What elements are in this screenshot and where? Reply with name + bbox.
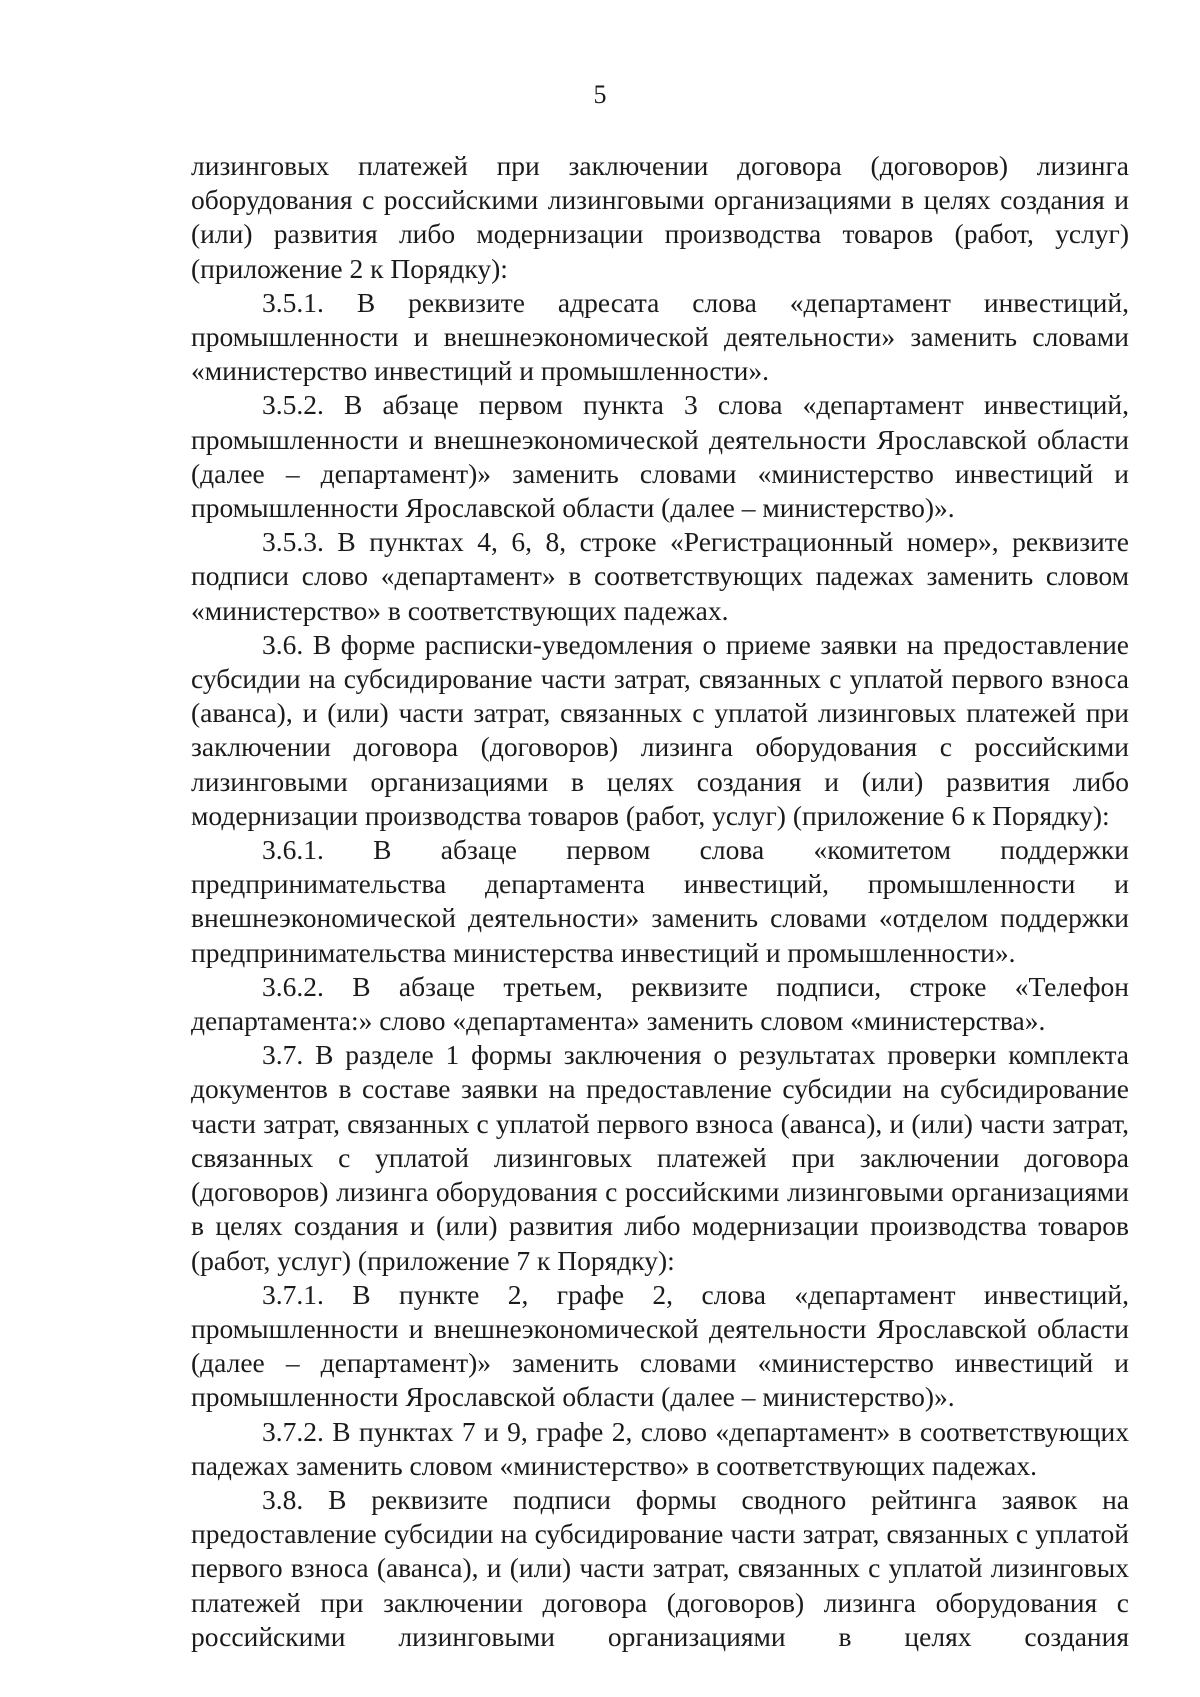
- paragraph-3-6: 3.6. В форме расписки-уведомления о приеме заявки на предоставление субсидии на субсидирование части затрат, связанных с уплатой первого взноса (аванса), и (или) части затрат, связанных с уплатой лизинговых платежей при заключении договора (договоров) лизинга оборудования с российскими лизинговыми организациями в целях создания и (или) развития либо модернизации производства товаров (работ, услуг) (приложение 6 к Порядку):: [191, 628, 1129, 831]
- paragraph-3-6-2: 3.6.2. В абзаце третьем, реквизите подписи, строке «Телефон департамента:» слово «департамента» заменить словом «министерства».: [191, 970, 1129, 1037]
- page-number: 5: [593, 80, 607, 109]
- document-body: [191, 149, 1129, 1654]
- paragraph-3-7: 3.7. В разделе 1 формы заключения о результатах проверки комплекта документов в составе заявки на предоставление субсидии на субсидирование части затрат, связанных с уплатой первого взноса (аванса), и (или) части затрат, связанных с уплатой лизинговых платежей при заключении договора (договоров) лизинга оборудования с российскими лизинговыми организациями в целях создания и (или) развития либо модернизации производства товаров (работ, услуг) (приложение 7 к Порядку):: [191, 1039, 1129, 1276]
- paragraph-3-5-2: 3.5.2. В абзаце первом пункта 3 слова «департамент инвестиций, промышленности и внешнеэкономической деятельности Ярославской области (далее – департамент)» заменить словами «министерство инвестиций и промышленности Ярославской области (далее – министерство)».: [191, 389, 1129, 524]
- paragraph-3-8: 3.8. В реквизите подписи формы сводного рейтинга заявок на предоставление субсидии на субсидирование части затрат, связанных с уплатой первого взноса (аванса), и (или) части затрат, связанных с уплатой лизинговых платежей при заключении договора (договоров) лизинга оборудования с российскими лизинговыми организациями в целях создания: [191, 1483, 1129, 1652]
- paragraph-3-6-1: 3.6.1. В абзаце первом слова «комитетом поддержки предпринимательства департамента инвестиций, промышленности и внешнеэкономической деятельности» заменить словами «отделом поддержки предпринимательства министерства инвестиций и промышленности».: [191, 834, 1129, 968]
- paragraph-continuation: лизинговых платежей при заключении договора (договоров) лизинга оборудования с российскими лизинговыми организациями в целях создания и (или) развития либо модернизации производства товаров (работ, услуг) (приложение 2 к Порядку):: [191, 150, 1129, 284]
- paragraph-3-5-1: 3.5.1. В реквизите адресата слова «департамент инвестиций, промышленности и внешнеэкономической деятельности» заменить словами «министерство инвестиций и промышленности».: [191, 286, 1129, 387]
- paragraph-3-7-2: 3.7.2. В пунктах 7 и 9, графе 2, слово «департамент» в соответствующих падежах заменить словом «министерство» в соответствующих падежах.: [191, 1415, 1129, 1481]
- paragraph-3-7-1: 3.7.1. В пункте 2, графе 2, слова «департамент инвестиций, промышленности и внешнеэкономической деятельности Ярославской области (далее – департамент)» заменить словами «министерство инвестиций и промышленности Ярославской области (далее – министерство)».: [191, 1278, 1129, 1413]
- paragraph-3-5-3: 3.5.3. В пунктах 4, 6, 8, строке «Регистрационный номер», реквизите подписи слово «департамент» в соответствующих падежах заменить словом «министерство» в соответствующих падежах.: [191, 526, 1129, 626]
